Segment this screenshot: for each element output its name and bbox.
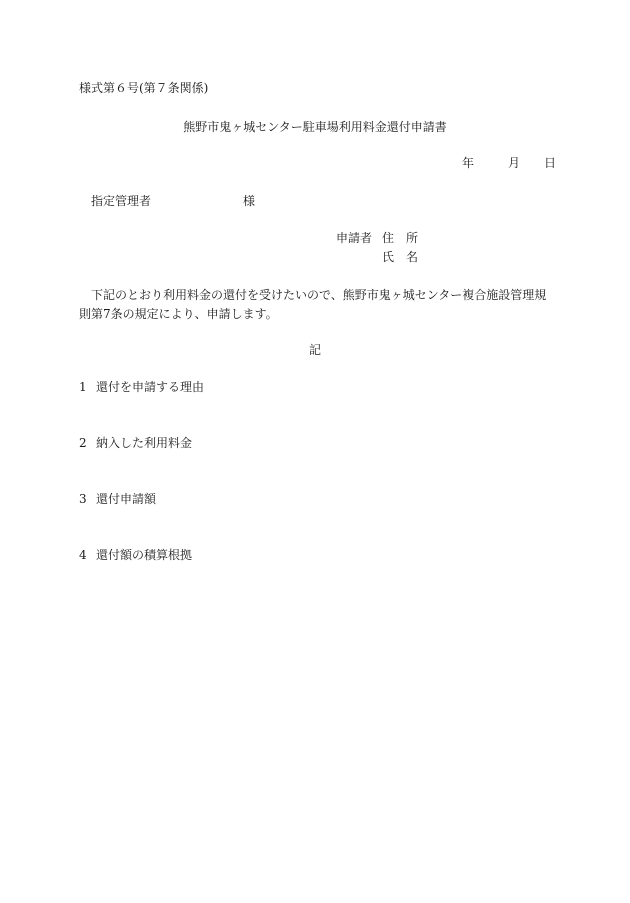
date-day-label: 日	[544, 156, 557, 170]
form-number: 様式第６号(第７条関係)	[79, 81, 209, 95]
addressee-name: 指定管理者	[91, 194, 152, 208]
item-number: 4	[79, 548, 87, 562]
date-year-label: 年	[462, 156, 475, 170]
addressee-honorific: 様	[243, 194, 256, 208]
applicant-address-row	[336, 230, 418, 246]
item-label: 還付額の積算根拠	[96, 548, 193, 562]
address-label: 住 所	[382, 231, 419, 245]
applicant-label: 申請者	[336, 231, 373, 245]
date-row	[462, 155, 556, 171]
item-label: 納入した利用料金	[96, 436, 193, 450]
item-label: 還付を申請する理由	[96, 380, 205, 394]
list-item	[79, 491, 156, 507]
item-label: 還付申請額	[96, 492, 157, 506]
item-number: 1	[79, 380, 87, 394]
body-paragraph: 下記のとおり利用料金の還付を受けたいので、熊野市鬼ヶ城センター複合施設管理規則第7条の規定により、申請します。	[79, 288, 547, 321]
item-number: 2	[79, 436, 87, 450]
applicant-name-row	[382, 249, 418, 265]
list-item	[79, 547, 192, 563]
date-month-label: 月	[508, 156, 521, 170]
list-item	[79, 379, 204, 395]
ki-heading: 記	[308, 343, 321, 357]
list-item	[79, 435, 192, 451]
document-title: 熊野市鬼ヶ城センター駐車場利用料金還付申請書	[183, 120, 447, 134]
item-number: 3	[79, 492, 87, 506]
addressee	[91, 193, 255, 209]
name-label: 氏 名	[382, 250, 419, 264]
